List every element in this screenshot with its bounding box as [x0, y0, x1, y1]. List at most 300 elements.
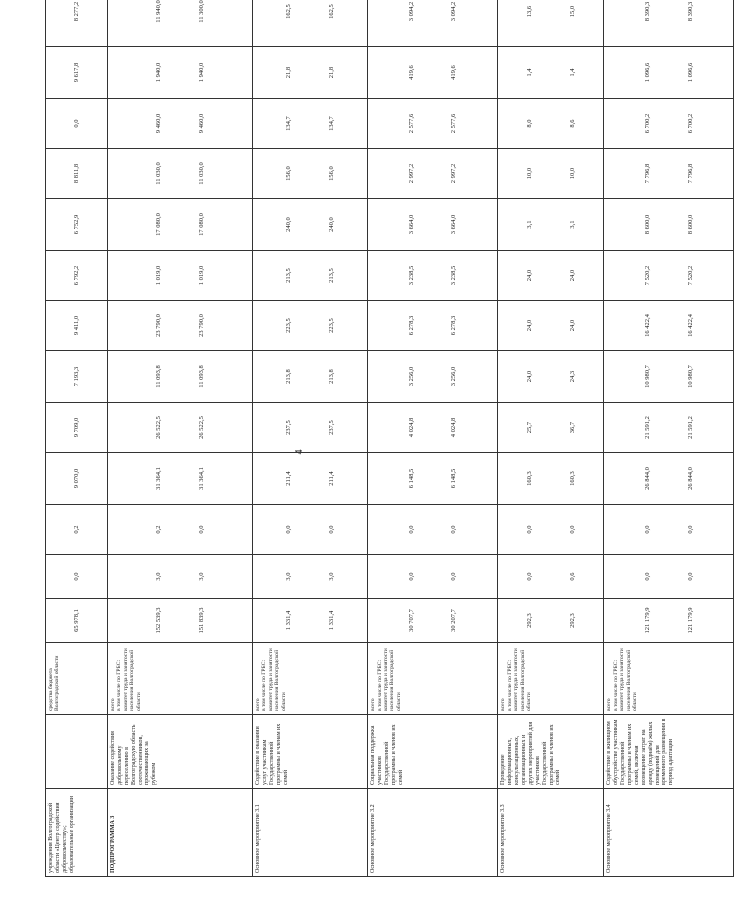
amount-value: 134,7 [284, 116, 292, 131]
amount-value: 213,5 [284, 268, 292, 283]
amount-value: 6 792,2 [72, 265, 80, 286]
program-name: Основное мероприятие 3.2 [370, 804, 377, 873]
amount-value: 152 539,3 [154, 607, 162, 634]
funding-source: комитет труда и занятости населения Волгоградской области [619, 648, 638, 711]
amount-cell [253, 0, 368, 47]
table-row [46, 0, 108, 877]
amount-value [176, 152, 183, 195]
amount-value: 3 238,5 [407, 265, 415, 286]
amount-cell [498, 453, 604, 505]
funding-source-cell [368, 643, 498, 715]
amount-value: 26 844,0 [686, 467, 694, 490]
amount-value: 15,0 [568, 5, 576, 18]
program-name: учреждения Волгоградской области «Центр содействия добровольчеству»; образовательные организации [48, 796, 75, 873]
amount-value: 1 019,0 [197, 265, 205, 286]
amount-cell [108, 403, 253, 453]
amount-value: 3 664,0 [450, 214, 458, 235]
amount-value: 0,0 [525, 525, 533, 534]
amount-value: 9 709,0 [72, 417, 80, 438]
amount-value: 8 390,3 [686, 1, 694, 22]
amount-value: 9 460,0 [197, 113, 205, 134]
amount-cell [108, 351, 253, 403]
amount-cell [368, 505, 498, 555]
program-name: Основное мероприятие 3.3 [500, 804, 507, 873]
amount-cell [498, 351, 604, 403]
amount-cell [368, 199, 498, 251]
amount-value [176, 602, 183, 639]
amount-value: 292,3 [525, 613, 533, 628]
amount-value: 6 700,2 [643, 113, 651, 134]
amount-cell [604, 403, 734, 453]
program-name: Основное мероприятие 3.1 [255, 804, 262, 873]
amount-value [306, 202, 313, 247]
amount-value [665, 602, 672, 639]
amount-value [547, 406, 554, 449]
amount-cell [108, 555, 253, 599]
amount-cell [253, 505, 368, 555]
amount-value [547, 50, 554, 95]
amount-value: 10 980,7 [643, 365, 651, 388]
amount-cell [498, 47, 604, 99]
amount-value [306, 406, 313, 449]
amount-value: 8 600,0 [686, 214, 694, 235]
amount-value: 1 096,6 [643, 62, 651, 83]
amount-value: 0,0 [450, 572, 458, 581]
amount-cell [253, 599, 368, 643]
amount-value: 4 024,8 [450, 417, 458, 438]
amount-value: 134,7 [327, 116, 335, 131]
amount-value [665, 50, 672, 95]
amount-value: 24,3 [568, 370, 576, 383]
amount-cell [46, 251, 108, 301]
amount-value [665, 202, 672, 247]
amount-cell [604, 599, 734, 643]
amount-value: 213,8 [284, 369, 292, 384]
amount-value: 21,8 [327, 66, 335, 79]
amount-cell [498, 251, 604, 301]
amount-value: 240,0 [327, 217, 335, 232]
amount-value [429, 456, 436, 501]
funding-source: комитет труда и занятости населения Волгоградской области [383, 648, 402, 711]
amount-cell [46, 47, 108, 99]
funding-source-cell [498, 643, 604, 715]
amount-value: 9 460,0 [154, 113, 162, 134]
amount-value [665, 304, 672, 347]
amount-cell [498, 403, 604, 453]
amount-value [665, 558, 672, 595]
amount-value: 419,6 [407, 65, 415, 80]
funding-source: в том числе по ГРБС: [116, 660, 123, 711]
amount-cell [253, 403, 368, 453]
amount-value: 211,4 [327, 471, 335, 486]
amount-value: 1 019,0 [154, 265, 162, 286]
amount-cell [46, 555, 108, 599]
amount-value [547, 508, 554, 551]
amount-cell [368, 555, 498, 599]
program-name-cell [604, 789, 734, 877]
amount-value: 31 364,1 [197, 467, 205, 490]
amount-value: 151 839,3 [197, 607, 205, 634]
amount-value: 3 094,2 [407, 1, 415, 22]
amount-cell [253, 555, 368, 599]
amount-value [176, 304, 183, 347]
amount-cell [368, 149, 498, 199]
amount-cell [108, 301, 253, 351]
funding-source-cell [253, 643, 368, 715]
amount-cell [108, 453, 253, 505]
amount-value [547, 602, 554, 639]
program-description-cell: Социальная поддержка участников Государственной программы и членов их семей [368, 715, 498, 789]
amount-value: 8,6 [568, 119, 576, 128]
amount-cell [368, 99, 498, 149]
amount-cell [368, 403, 498, 453]
amount-value: 10,0 [568, 167, 576, 180]
amount-value: 0,0 [450, 525, 458, 534]
funding-source: комитет труда и занятости населения Волгоградской области [122, 648, 142, 711]
amount-value: 3,1 [525, 220, 533, 229]
amount-value: 1,4 [525, 68, 533, 77]
amount-value: 10,0 [525, 167, 533, 180]
amount-value: 24,0 [525, 370, 533, 383]
amount-value [547, 152, 554, 195]
amount-cell [46, 301, 108, 351]
amount-value [429, 202, 436, 247]
amount-value: 16 422,4 [686, 314, 694, 337]
amount-cell [368, 301, 498, 351]
table-row [498, 0, 604, 877]
program-description-cell: Оказание содействия добровольному переселению в Волгоградскую область соотечественников, проживающих за рубежом [108, 715, 253, 789]
amount-value: 3 664,0 [407, 214, 415, 235]
amount-value: 1 331,4 [327, 610, 335, 631]
amount-value: 11 300,0 [197, 0, 205, 23]
amount-value [306, 254, 313, 297]
funding-source-cell [108, 643, 253, 715]
amount-value: 36,7 [568, 421, 576, 434]
amount-value: 0,0 [284, 525, 292, 534]
amount-value: 6 752,9 [72, 214, 80, 235]
page-number: 4 [294, 449, 305, 455]
amount-value [176, 456, 183, 501]
amount-value: 31 364,1 [154, 467, 162, 490]
amount-cell [498, 599, 604, 643]
amount-cell [108, 599, 253, 643]
amount-value [176, 354, 183, 399]
amount-value [665, 152, 672, 195]
amount-value [547, 254, 554, 297]
amount-cell [46, 403, 108, 453]
amount-value: 0,0 [407, 572, 415, 581]
table-row [108, 0, 253, 877]
amount-value: 3,0 [197, 572, 205, 581]
amount-value [547, 102, 554, 145]
amount-value [665, 406, 672, 449]
amount-value: 0,0 [327, 525, 335, 534]
amount-cell [46, 199, 108, 251]
amount-cell [368, 251, 498, 301]
amount-value: 0,6 [568, 572, 576, 581]
amount-cell [498, 0, 604, 47]
amount-value [547, 304, 554, 347]
amount-value: 237,5 [284, 420, 292, 435]
amount-value: 24,0 [568, 269, 576, 282]
amount-value: 11 093,8 [154, 365, 162, 388]
amount-cell [108, 0, 253, 47]
amount-cell [604, 47, 734, 99]
amount-value [429, 602, 436, 639]
amount-value: 1 096,6 [686, 62, 694, 83]
program-description-cell [46, 715, 108, 789]
amount-cell [368, 47, 498, 99]
amount-value: 0,0 [643, 572, 651, 581]
amount-value [306, 102, 313, 145]
amount-value: 17 080,0 [154, 213, 162, 236]
amount-value [547, 456, 554, 501]
amount-cell [604, 505, 734, 555]
amount-value: 30 707,7 [407, 609, 415, 632]
amount-cell [46, 599, 108, 643]
amount-value: 26 522,5 [154, 416, 162, 439]
amount-value: 0,0 [407, 525, 415, 534]
amount-value: 156,0 [327, 166, 335, 181]
amount-value: 11 030,0 [197, 162, 205, 185]
amount-value: 7 520,2 [643, 265, 651, 286]
amount-cell [604, 199, 734, 251]
budget-table-sheet [45, 0, 694, 877]
amount-cell [604, 0, 734, 47]
amount-value: 8,0 [525, 119, 533, 128]
amount-value: 13,6 [525, 5, 533, 18]
amount-value [429, 406, 436, 449]
amount-value [429, 354, 436, 399]
program-name: ПОДПРОГРАММА 3 [110, 815, 116, 873]
table-row [604, 0, 734, 877]
amount-value: 24,0 [525, 319, 533, 332]
amount-value [176, 50, 183, 95]
amount-value [547, 354, 554, 399]
amount-cell [253, 351, 368, 403]
amount-value [176, 0, 183, 43]
amount-value: 8 811,8 [72, 163, 80, 184]
amount-value: 26 844,0 [643, 467, 651, 490]
amount-cell [498, 149, 604, 199]
amount-value [176, 558, 183, 595]
amount-value: 1,4 [568, 68, 576, 77]
amount-value: 0,2 [154, 525, 162, 534]
amount-value [429, 508, 436, 551]
amount-value [665, 508, 672, 551]
table-row [368, 0, 498, 877]
amount-value: 160,3 [525, 471, 533, 486]
program-name-cell [498, 789, 604, 877]
amount-value: 11 030,0 [154, 162, 162, 185]
amount-cell [253, 47, 368, 99]
program-name: Основное мероприятие 3.4 [606, 804, 613, 873]
amount-value [176, 102, 183, 145]
amount-cell [604, 555, 734, 599]
funding-source: в том числе по ГРБС: [612, 660, 619, 711]
amount-value [547, 202, 554, 247]
funding-source: всего [255, 698, 262, 711]
funding-source: всего [500, 698, 507, 711]
amount-value: 223,5 [284, 318, 292, 333]
amount-value: 2 577,6 [450, 113, 458, 134]
program-name-cell [368, 789, 498, 877]
funding-source: в том числе по ГРБС: [376, 660, 383, 711]
amount-value: 2 997,2 [450, 163, 458, 184]
amount-value: 3,1 [568, 220, 576, 229]
amount-value: 0,0 [686, 572, 694, 581]
amount-value: 0,0 [643, 525, 651, 534]
amount-value [665, 0, 672, 43]
amount-cell [108, 251, 253, 301]
amount-value [429, 50, 436, 95]
amount-value: 11 093,8 [197, 365, 205, 388]
amount-cell [46, 505, 108, 555]
amount-value: 11 940,0 [154, 0, 162, 23]
amount-value [176, 202, 183, 247]
amount-value [306, 558, 313, 595]
program-name-cell [46, 789, 108, 877]
amount-value [176, 508, 183, 551]
amount-value: 1 331,4 [284, 610, 292, 631]
amount-value: 121 179,9 [686, 607, 694, 634]
amount-value: 24,0 [568, 319, 576, 332]
amount-cell [498, 99, 604, 149]
amount-value: 10 980,7 [686, 365, 694, 388]
amount-value [306, 456, 313, 501]
amount-value [306, 508, 313, 551]
amount-value: 2 997,2 [407, 163, 415, 184]
amount-value: 1 940,0 [154, 62, 162, 83]
amount-value: 23 790,0 [197, 314, 205, 337]
amount-cell [604, 453, 734, 505]
amount-value: 6 278,3 [450, 315, 458, 336]
amount-value [429, 304, 436, 347]
amount-cell [604, 99, 734, 149]
amount-value [665, 102, 672, 145]
amount-value: 17 080,0 [197, 213, 205, 236]
amount-cell [46, 0, 108, 47]
amount-value: 6 148,5 [407, 468, 415, 489]
amount-value: 7 796,8 [643, 163, 651, 184]
amount-value: 3 256,0 [450, 366, 458, 387]
amount-cell [108, 199, 253, 251]
funding-source-cell [604, 643, 734, 715]
amount-cell [46, 99, 108, 149]
funding-source: в том числе по ГРБС: [506, 660, 513, 711]
amount-cell [368, 0, 498, 47]
amount-value [306, 152, 313, 195]
amount-value: 16 422,4 [643, 314, 651, 337]
amount-value: 0,0 [72, 572, 80, 581]
amount-cell [498, 301, 604, 351]
amount-value: 3 238,5 [450, 265, 458, 286]
amount-value: 156,0 [284, 166, 292, 181]
amount-value: 7 193,3 [72, 366, 80, 387]
amount-cell [46, 453, 108, 505]
amount-cell [368, 453, 498, 505]
amount-value [306, 602, 313, 639]
amount-cell [604, 251, 734, 301]
amount-cell [108, 47, 253, 99]
amount-value: 0,0 [72, 119, 80, 128]
amount-value: 3,0 [154, 572, 162, 581]
amount-value [665, 456, 672, 501]
funding-source: всего [370, 698, 377, 711]
amount-value: 26 522,5 [197, 416, 205, 439]
program-description-cell: Проведение информационных, консультационных, организационных и других мероприятий для участников Государственной программы и членов их семей [498, 715, 604, 789]
amount-value [429, 0, 436, 43]
amount-value: 211,4 [284, 471, 292, 486]
amount-value: 1 940,0 [197, 62, 205, 83]
amount-value: 2 577,6 [407, 113, 415, 134]
amount-value [306, 354, 313, 399]
amount-value: 6 148,5 [450, 468, 458, 489]
amount-value [547, 0, 554, 43]
table-row [253, 0, 368, 877]
amount-cell [498, 199, 604, 251]
amount-cell [253, 99, 368, 149]
amount-cell [498, 505, 604, 555]
amount-cell [604, 149, 734, 199]
amount-value: 6 278,3 [407, 315, 415, 336]
amount-value: 0,0 [568, 525, 576, 534]
funding-source: всего [606, 698, 613, 711]
program-description-cell: Содействие в оказании услуг участникам Государственной программы и членам их семей [253, 715, 368, 789]
amount-value: 21 591,2 [643, 416, 651, 439]
amount-value: 8 390,3 [643, 1, 651, 22]
budget-table [45, 0, 734, 877]
amount-value: 160,3 [568, 471, 576, 486]
amount-value: 162,5 [327, 4, 335, 19]
funding-source: в том числе по ГРБС: [261, 660, 268, 711]
amount-cell [253, 453, 368, 505]
amount-value: 9 411,0 [72, 315, 80, 336]
amount-value: 0,0 [197, 525, 205, 534]
amount-value: 8 277,2 [72, 1, 80, 22]
amount-value: 9 070,0 [72, 468, 80, 489]
amount-value: 6 700,2 [686, 113, 694, 134]
amount-value: 0,2 [72, 525, 80, 534]
amount-value: 3,0 [284, 572, 292, 581]
amount-value [665, 354, 672, 399]
amount-cell [253, 149, 368, 199]
funding-source-cell [46, 643, 108, 715]
amount-value [429, 102, 436, 145]
amount-value [306, 304, 313, 347]
amount-value: 7 520,2 [686, 265, 694, 286]
amount-value [547, 558, 554, 595]
amount-value: 65 978,1 [72, 609, 80, 632]
amount-cell [108, 505, 253, 555]
amount-value [429, 558, 436, 595]
amount-value: 25,7 [525, 421, 533, 434]
amount-value: 23 790,0 [154, 314, 162, 337]
table-rotation-frame [45, 0, 694, 877]
amount-cell [604, 351, 734, 403]
amount-cell [253, 251, 368, 301]
amount-value: 419,6 [450, 65, 458, 80]
amount-cell [368, 599, 498, 643]
funding-source: всего [110, 698, 116, 711]
amount-value: 7 796,8 [686, 163, 694, 184]
funding-source: комитет труда и занятости населения Волгоградской области [513, 648, 532, 711]
amount-cell [253, 199, 368, 251]
amount-value: 0,0 [686, 525, 694, 534]
amount-value: 292,3 [568, 613, 576, 628]
amount-value [306, 0, 313, 43]
program-name-cell [253, 789, 368, 877]
